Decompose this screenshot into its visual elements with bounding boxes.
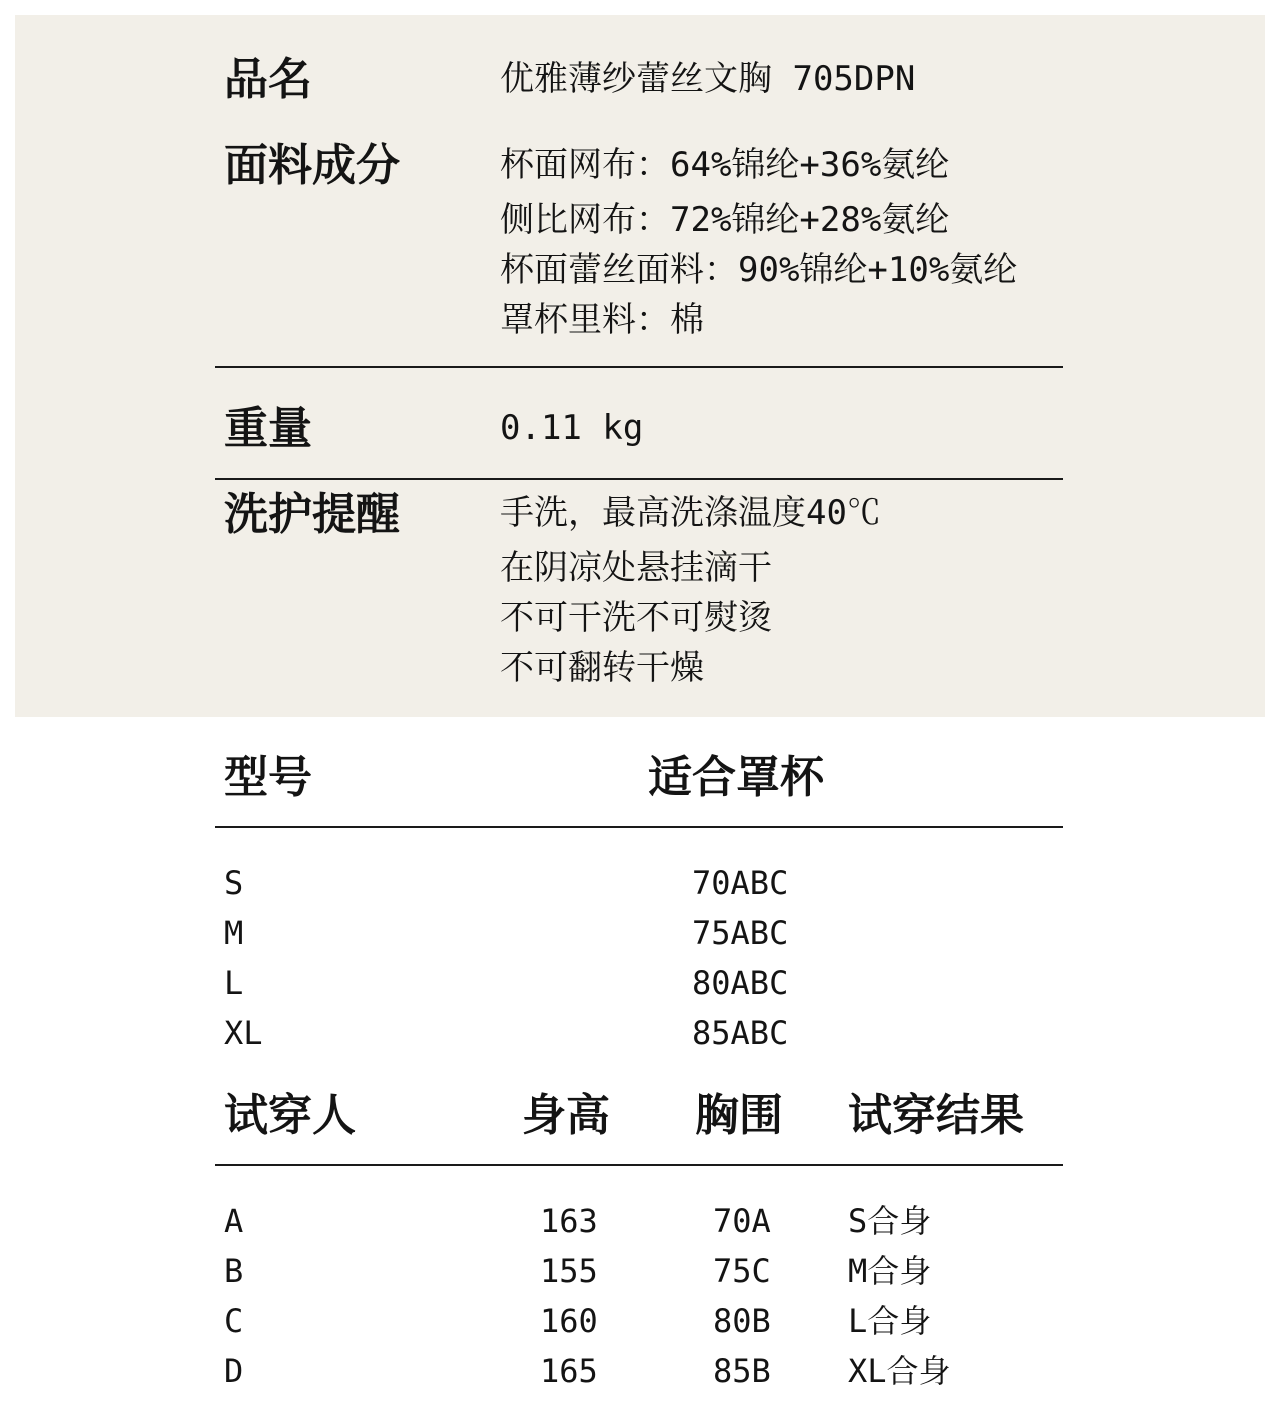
fit-table-cell: 85B <box>713 1352 771 1390</box>
section-divider <box>215 366 1063 368</box>
size-table-cell: 70ABC <box>692 864 789 902</box>
size-table-cell: XL <box>224 1014 263 1052</box>
fit-table-header-height: 身高 <box>522 1090 610 1141</box>
fit-table-cell: B <box>224 1252 244 1290</box>
weight-label: 重量 <box>224 403 312 454</box>
size-table-cell: 75ABC <box>692 914 789 952</box>
fit-table-header-bust: 胸围 <box>695 1090 783 1141</box>
fabric-composition-label: 面料成分 <box>224 140 400 191</box>
product-name-value: 优雅薄纱蕾丝文胸 705DPN <box>500 59 916 99</box>
fabric-line: 杯面蕾丝面料：90%锦纶+10%氨纶 <box>500 250 1018 290</box>
care-line: 不可干洗不可熨烫 <box>500 598 772 638</box>
care-line: 手洗，最高洗涤温度40℃ <box>500 493 881 533</box>
fabric-line: 侧比网布：72%锦纶+28%氨纶 <box>500 200 950 240</box>
size-table-header-cup: 适合罩杯 <box>648 752 824 803</box>
weight-value: 0.11 kg <box>500 408 644 448</box>
size-table-cell: S <box>224 864 244 902</box>
size-table-cell: 80ABC <box>692 964 789 1002</box>
fit-table-header-rule <box>215 1164 1063 1166</box>
size-table-header-model: 型号 <box>224 752 312 803</box>
fit-table-cell: 165 <box>540 1352 598 1390</box>
section-divider <box>215 478 1063 480</box>
fit-table-cell: L合身 <box>848 1302 932 1340</box>
fit-table-header-result: 试穿结果 <box>848 1090 1024 1141</box>
fit-table-cell: S合身 <box>848 1202 932 1240</box>
care-line: 不可翻转干燥 <box>500 648 704 688</box>
care-instructions-label: 洗护提醒 <box>224 489 400 540</box>
care-line: 在阴凉处悬挂滴干 <box>500 548 772 588</box>
fit-table-header-tester: 试穿人 <box>224 1090 356 1141</box>
fit-table-cell: D <box>224 1352 244 1390</box>
size-table-cell: M <box>224 914 244 952</box>
fit-table-cell: 163 <box>540 1202 598 1240</box>
fabric-line: 杯面网布：64%锦纶+36%氨纶 <box>500 145 950 185</box>
fit-table-cell: 70A <box>713 1202 771 1240</box>
fit-table-cell: M合身 <box>848 1252 932 1290</box>
product-name-label: 品名 <box>224 54 312 105</box>
fit-table-cell: 160 <box>540 1302 598 1340</box>
fit-table-cell: 75C <box>713 1252 771 1290</box>
fabric-line: 罩杯里料：棉 <box>500 300 704 340</box>
fit-table-cell: A <box>224 1202 244 1240</box>
size-table-cell: 85ABC <box>692 1014 789 1052</box>
fit-table-cell: 155 <box>540 1252 598 1290</box>
size-table-cell: L <box>224 964 244 1002</box>
fit-table-cell: XL合身 <box>848 1352 951 1390</box>
fit-table-cell: C <box>224 1302 244 1340</box>
size-table-header-rule <box>215 826 1063 828</box>
fit-table-cell: 80B <box>713 1302 771 1340</box>
